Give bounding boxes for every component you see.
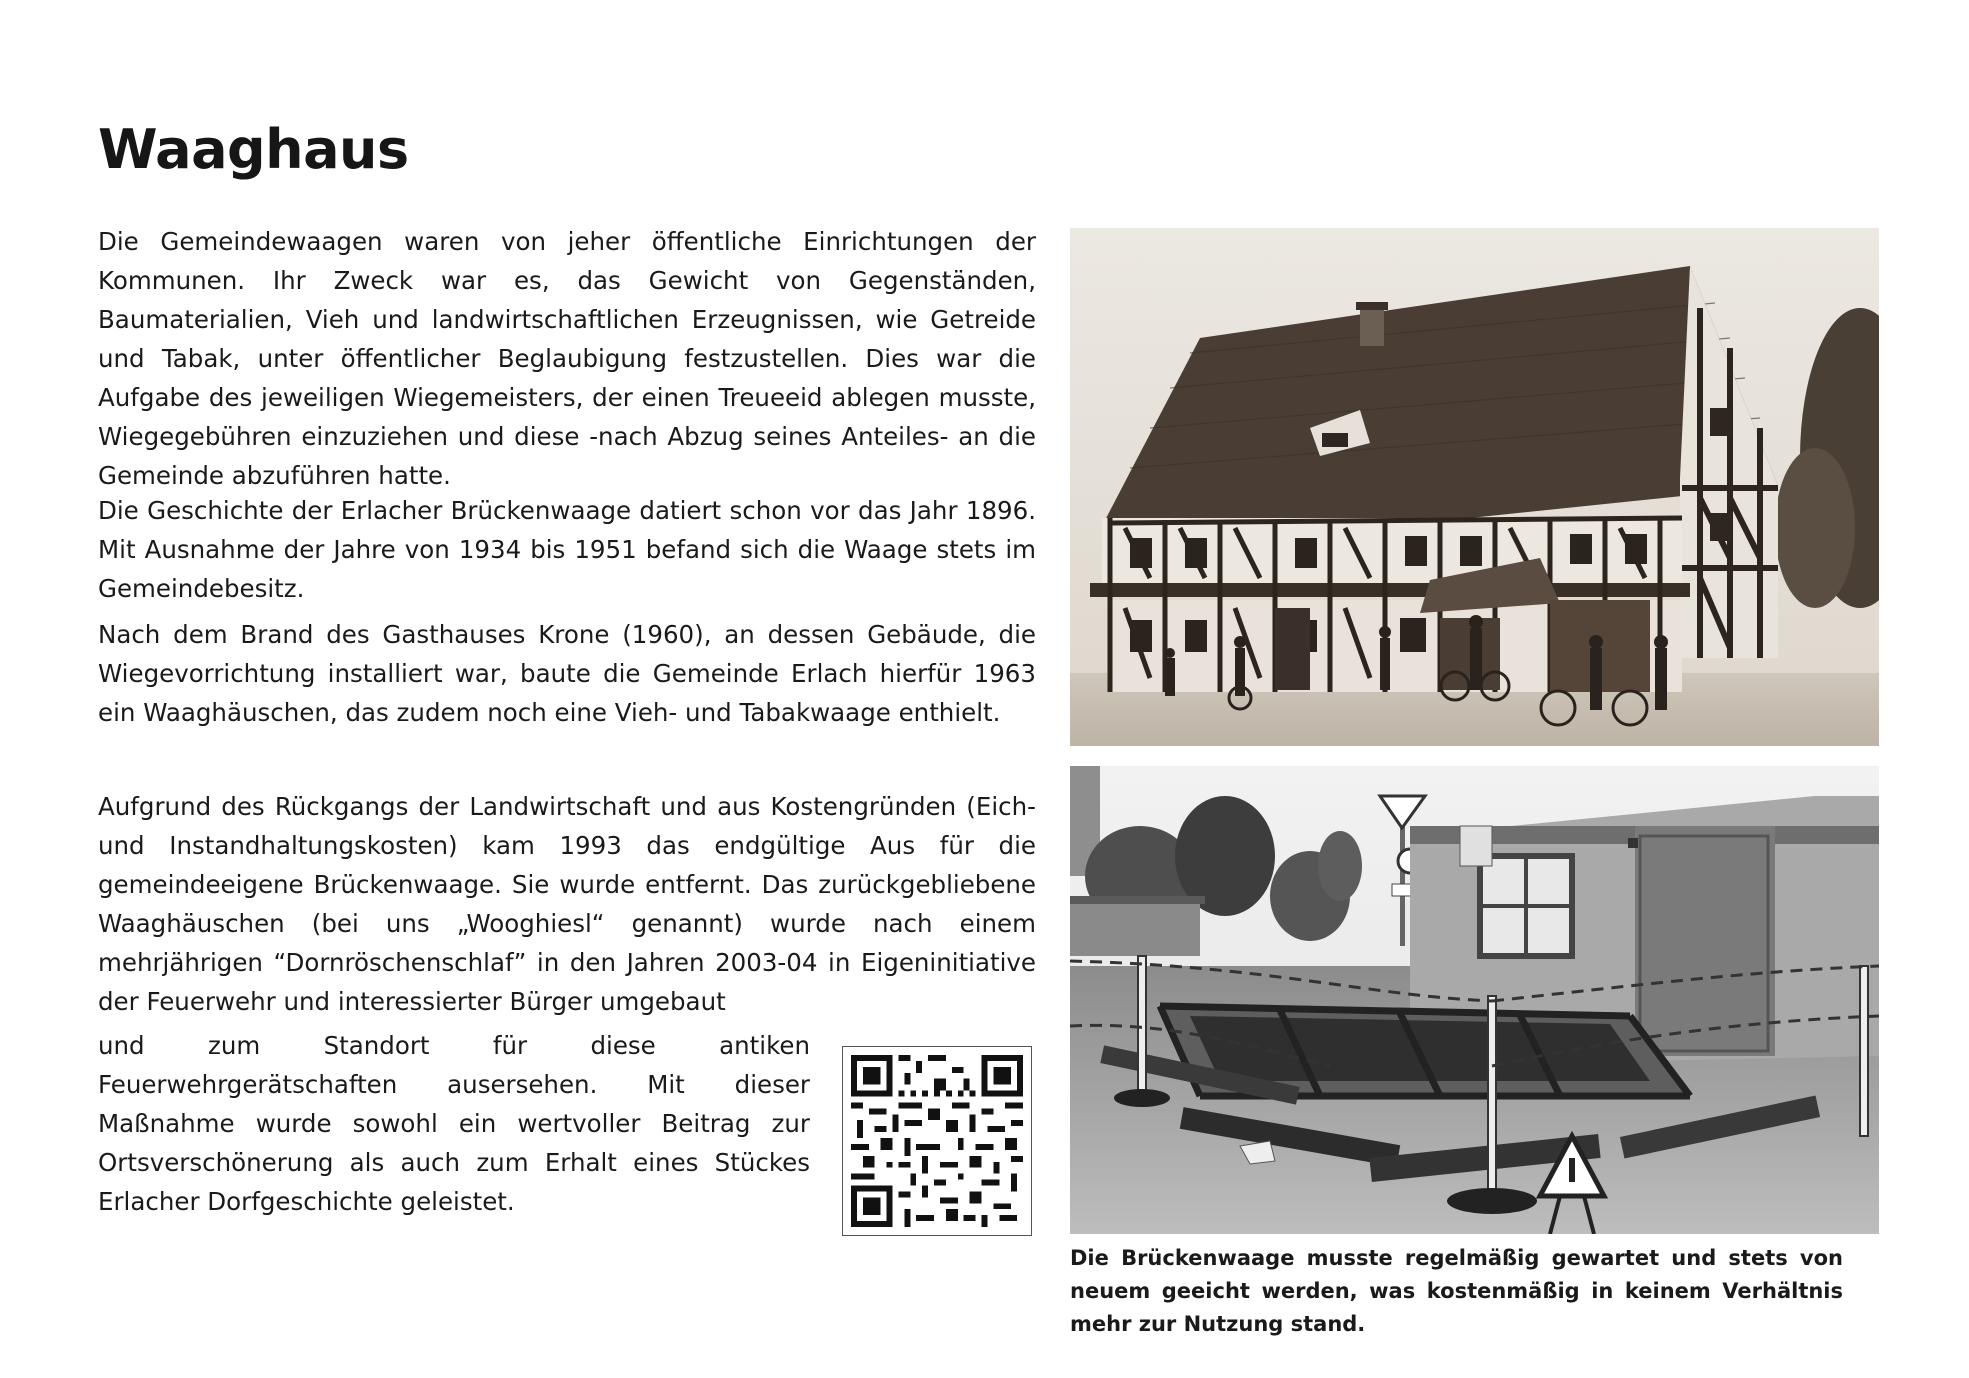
paragraph-history: Die Geschichte der Erlacher Brückenwaage datiert schon vor das Jahr 1896. Mit Ausnahme der Jahre von 1934 bis 1951 befand sich die Waage stets im Gemeindebesitz. xyxy=(98,496,1036,603)
paragraph-decline: Aufgrund des Rückgangs der Landwirtschaft und aus Kostengründen (Eich- und Instandhaltungskosten) kam 1993 das endgültige Aus für die gemeindeeigene Brückenwaage. Sie wurde entfernt. Das zurückgebliebene Waaghäuschen (bei uns „Wooghiesl“ genannt) wurde nach einem mehrjährigen “Dornröschenschlaf” in den Jahren 2003-04 in Eigeninitiative der Feuerwehr und interessierter Bürger umgebaut xyxy=(98,792,1036,1016)
weighbridge-construction-photo xyxy=(1070,766,1879,1234)
page-title: Waaghaus xyxy=(98,118,409,181)
paragraph-fire: Nach dem Brand des Gasthauses Krone (1960), an dessen Gebäude, die Wiegevorrichtung installiert war, baute die Gemeinde Erlach hierfür 1963 ein Waaghäuschen, das zudem noch eine Vieh- und Tabakwaage enthielt. xyxy=(98,620,1036,727)
historic-half-timbered-house-photo xyxy=(1070,228,1879,746)
paragraph-intro: Die Gemeindewaagen waren von jeher öffentliche Einrichtungen der Kommunen. Ihr Zweck war es, das Gewicht von Gegenständen, Baumaterialien, Vieh und landwirtschaftlichen Erzeugnissen, wie Getreide und Tabak, unter öffentlicher Beglaubigung festzustellen. Dies war die Aufgabe des jeweiligen Wiegemeisters, der einen Treueeid ablegen musste, Wiegegebühren einzuziehen und diese -nach Abzug seines Anteiles- an die Gemeinde abzuführen hatte. xyxy=(98,227,1036,490)
paragraph-conclusion: und zum Standort für diese antiken Feuerwehrgerätschaften ausersehen. Mit dieser Maßnahme wurde sowohl ein wertvoller Beitrag zur Ortsverschönerung als auch zum Erhalt eines Stückes Erlacher Dorfgeschichte geleistet. xyxy=(98,1031,810,1216)
qr-code-graphic xyxy=(851,1055,1023,1227)
photo-caption: Die Brückenwaage musste regelmäßig gewartet und stets von neuem geeicht werden, was kostenmäßig in keinem Verhältnis mehr zur Nutzung stand. xyxy=(1070,1246,1843,1336)
qr-code-icon[interactable] xyxy=(842,1046,1032,1236)
